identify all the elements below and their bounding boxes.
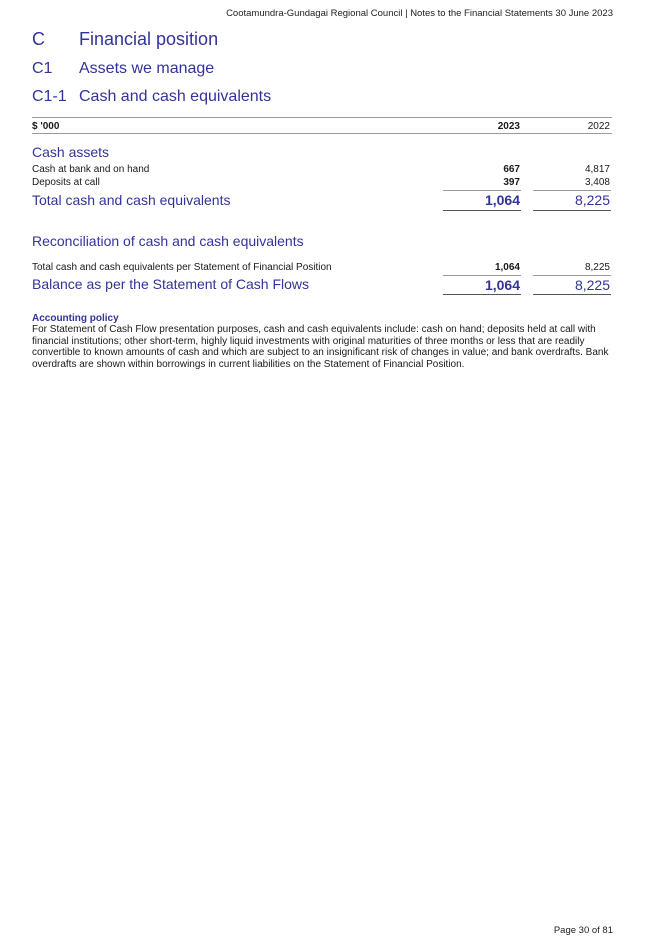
row-label-cash-at-bank: Cash at bank and on hand xyxy=(32,164,150,175)
total-cash-value-2023: 1,064 xyxy=(484,192,520,208)
balance-cash-flows-label: Balance as per the Statement of Cash Flows xyxy=(32,276,310,292)
subtotal-rule-2022 xyxy=(533,190,611,191)
total-cash-value-2022: 8,225 xyxy=(574,192,610,208)
subsection-code: C1 xyxy=(32,60,53,77)
note-code: C1-1 xyxy=(32,88,67,105)
reconciliation-row-label: Total cash and cash equivalents per Statement of Financial Position xyxy=(32,262,332,273)
balance-cash-flows-value-2022: 8,225 xyxy=(574,277,610,293)
accounting-policy-title: Accounting policy xyxy=(32,313,119,324)
running-header: Cootamundra-Gundagai Regional Council | Notes to the Financial Statements 30 June 2023 xyxy=(226,8,613,19)
unit-label: $ '000 xyxy=(32,121,60,132)
row-value-2023-deposits-at-call: 397 xyxy=(503,177,520,188)
subsection-heading xyxy=(32,60,432,80)
balance-cash-flows-value-2023: 1,064 xyxy=(484,277,520,293)
reconciliation-title: Reconciliation of cash and cash equivalents xyxy=(32,233,304,249)
total-cash-label: Total cash and cash equivalents xyxy=(32,192,231,208)
note-title: Cash and cash equivalents xyxy=(79,88,272,105)
column-header-2023: 2023 xyxy=(497,121,520,132)
accounting-policy-body: For Statement of Cash Flow presentation purposes, cash and cash equivalents include: cash on hand; deposits held at call with financial institutions; other short-term, highly liquid investments with original maturities of three months or less that are readily convertible to known amounts of cash and which are subject to an insignificant risk of changes in value; and bank overdrafts. Bank overdrafts are shown within borrowings in current liabilities on the Statement of Financial Position. xyxy=(32,324,609,370)
total-rule-2023 xyxy=(443,210,521,211)
row-value-2022-deposits-at-call: 3,408 xyxy=(584,177,610,188)
subsection-title: Assets we manage xyxy=(79,60,215,77)
subtotal-rule-2023 xyxy=(443,190,521,191)
cash-assets-title: Cash assets xyxy=(32,144,110,160)
column-header-2022: 2022 xyxy=(587,121,610,132)
reconciliation-row-value-2022: 8,225 xyxy=(584,262,610,273)
row-value-2023-cash-at-bank: 667 xyxy=(503,164,520,175)
section-title: Financial position xyxy=(79,29,219,49)
section-code: C xyxy=(32,29,45,49)
table-header-rule xyxy=(32,133,612,134)
reconciliation-row-value-2023: 1,064 xyxy=(494,262,520,273)
reconciliation-subtotal-rule-2022 xyxy=(533,275,611,276)
note-heading xyxy=(32,88,432,108)
balance-rule-2023 xyxy=(443,294,521,295)
balance-rule-2022 xyxy=(533,294,611,295)
row-label-deposits-at-call: Deposits at call xyxy=(32,177,100,188)
table-top-rule xyxy=(32,117,612,118)
total-rule-2022 xyxy=(533,210,611,211)
page-number: Page 30 of 81 xyxy=(553,925,613,936)
section-heading xyxy=(32,29,432,51)
row-value-2022-cash-at-bank: 4,817 xyxy=(584,164,610,175)
reconciliation-subtotal-rule-2023 xyxy=(443,275,521,276)
